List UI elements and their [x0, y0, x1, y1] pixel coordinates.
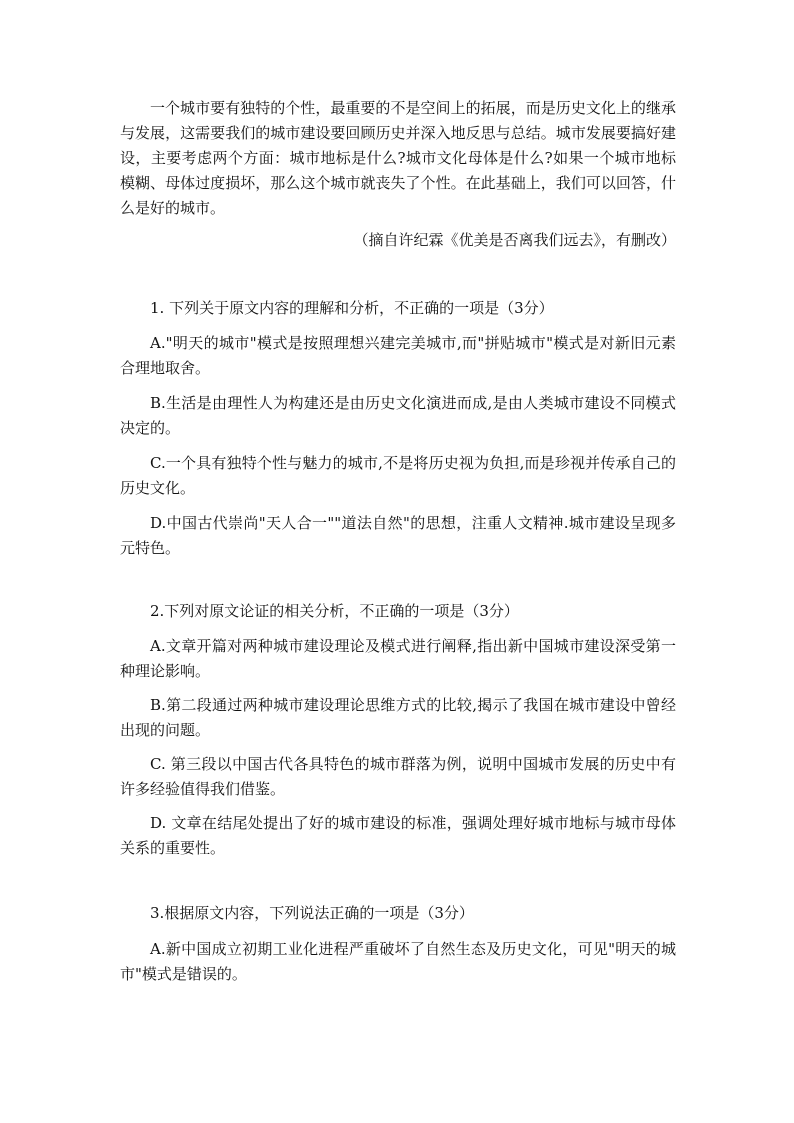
question-1-option-a: A."明天的城市"模式是按照理想兴建完美城市,而"拼贴城市"模式是对新旧元素合理地取舍。	[120, 334, 676, 377]
question-2-option-a: A.文章开篇对两种城市建设理论及模式进行阐释,指出新中国城市建设深受第一种理论影响。	[120, 637, 676, 680]
question-1-option-b: B.生活是由理性人为构建还是由历史文化演进而成,是由人类城市建设不同模式决定的。	[120, 394, 676, 437]
passage-paragraph: 一个城市要有独特的个性，最重要的不是空间上的拓展，而是历史文化上的继承与发展，这需要我们的城市建设要回顾历史并深入地反思与总结。城市发展要搞好建设，主要考虑两个方面：城市地标是什么?城市文化母体是什么?如果一个城市地标模糊、母体过度损坏，那么这个城市就丧失了个性。在此基础上，我们可以回答，什么是好的城市。	[120, 99, 676, 217]
question-2-option-d: D. 文章在结尾处提出了好的城市建设的标准，强调处理好城市地标与城市母体关系的重要性。	[120, 814, 676, 857]
passage-source: （摘自许纪霖《优美是否离我们远去》，有删改）	[353, 231, 676, 249]
question-2-option-b: B.第二段通过两种城市建设理论思维方式的比较,揭示了我国在城市建设中曾经出现的问题。	[120, 696, 676, 739]
question-1-option-d: D.中国古代崇尚"天人合一""道法自然"的思想，注重人文精神.城市建设呈现多元特色。	[120, 514, 676, 557]
question-2-option-c: C. 第三段以中国古代各具特色的城市群落为例，说明中国城市发展的历史中有许多经验值得我们借鉴。	[120, 755, 676, 798]
question-3-title: 3.根据原文内容，下列说法正确的一项是（3分）	[150, 904, 474, 922]
question-1-title: 1. 下列关于原文内容的理解和分析，不正确的一项是（3分）	[150, 299, 554, 317]
question-3-option-a: A.新中国成立初期工业化进程严重破坏了自然生态及历史文化，可见"明天的城市"模式是错误的。	[120, 940, 676, 983]
question-1-option-c: C.一个具有独特个性与魅力的城市,不是将历史视为负担,而是珍视并传承自己的历史文化。	[120, 454, 676, 497]
question-2-title: 2.下列对原文论证的相关分析，不正确的一项是（3分）	[150, 602, 519, 620]
